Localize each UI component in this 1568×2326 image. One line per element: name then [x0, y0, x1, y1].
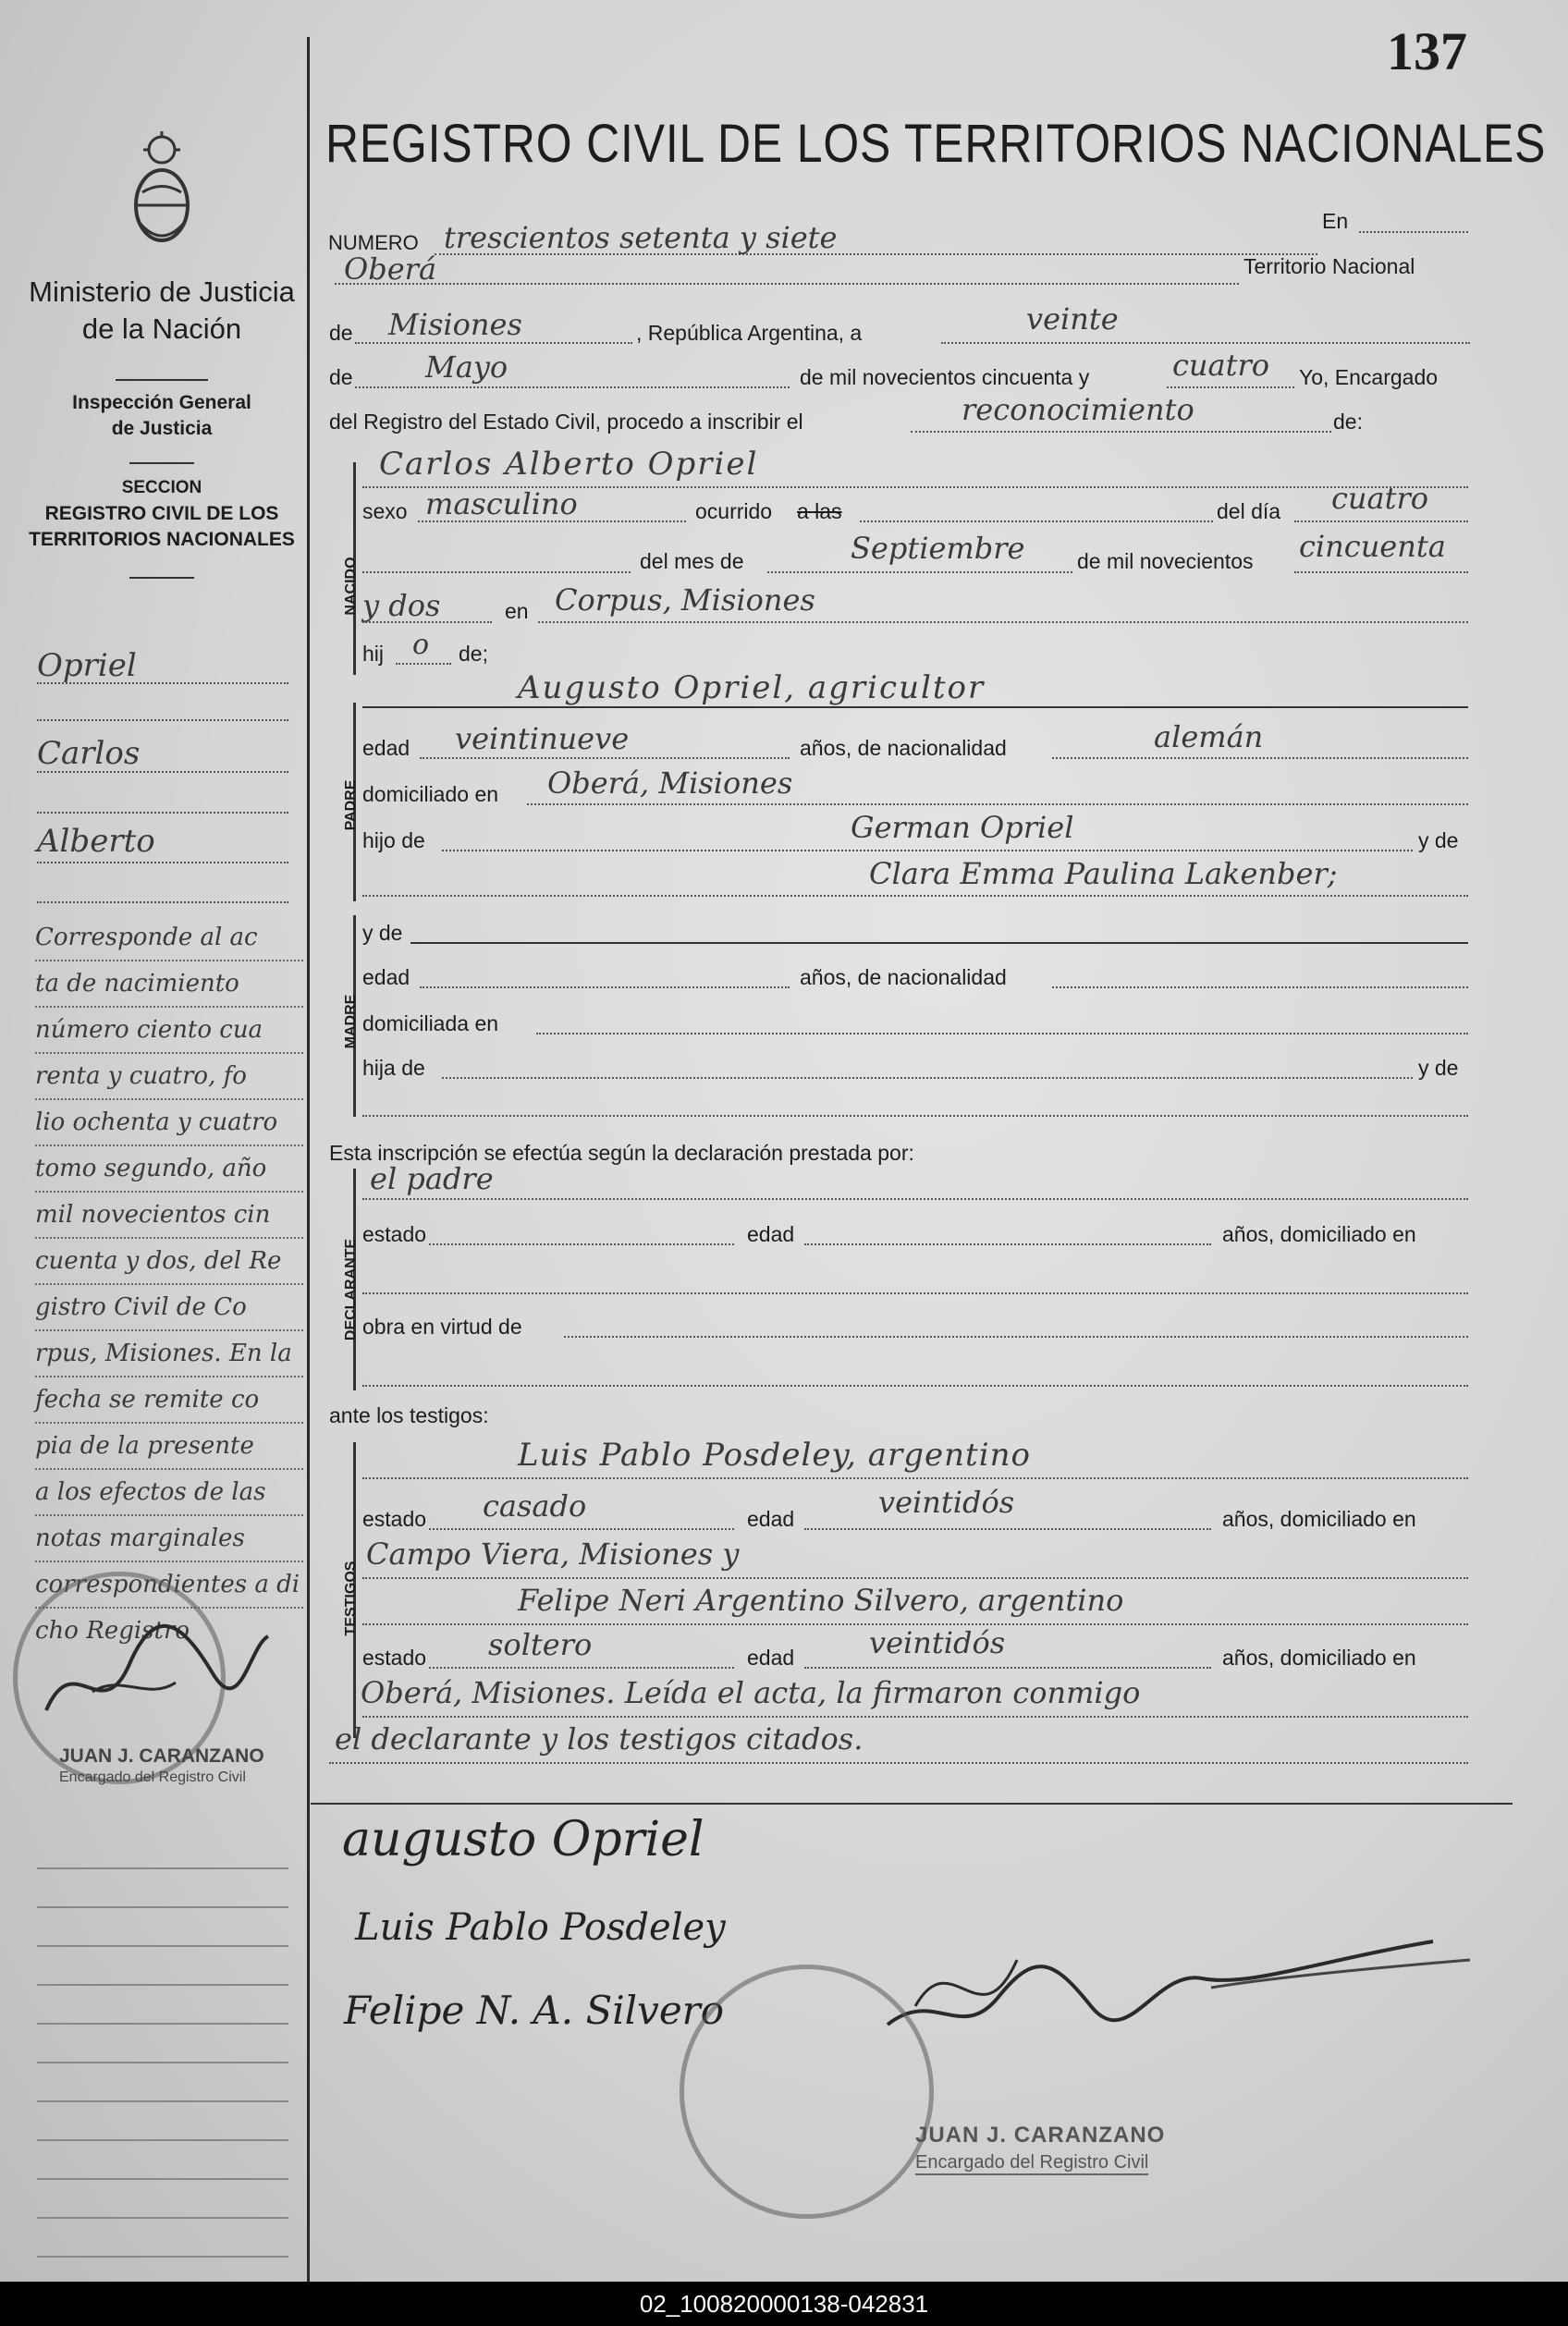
note-line: rpus, Misiones. En la	[35, 1331, 303, 1377]
t1-name-value: Luis Pablo Posdeley, argentino	[518, 1437, 1031, 1474]
inspection-heading	[28, 390, 296, 442]
registrar-signature	[878, 1904, 1479, 2071]
act-value: reconocimiento	[962, 392, 1194, 427]
hour-line	[860, 520, 1213, 522]
note-line: notas marginales	[35, 1516, 303, 1562]
margin-line	[37, 901, 288, 903]
hij-value: o	[412, 629, 430, 661]
madre-nac-label: años, de nacionalidad	[800, 965, 1007, 989]
marginal-note	[35, 915, 303, 1653]
lugar-value: Corpus, Misiones	[555, 582, 815, 618]
declarante-name-line	[362, 1198, 1468, 1200]
padre-nac-label: años, de nacionalidad	[800, 736, 1007, 760]
de-label-2: de	[329, 365, 353, 389]
t2-edad-line	[804, 1667, 1211, 1669]
margin-surname: Opriel	[37, 647, 137, 684]
padre-hijo-label: hijo de	[362, 828, 425, 852]
lugar-line	[538, 621, 1468, 623]
note-line: lio ochenta y cuatro	[35, 1100, 303, 1146]
madre-dom-label: domiciliada en	[362, 1011, 499, 1035]
obra-line	[564, 1336, 1468, 1338]
obra-label: obra en virtud de	[362, 1315, 522, 1339]
year-text: de mil novecientos cincuenta y	[800, 365, 1090, 389]
note-line: correspondientes a di	[35, 1562, 303, 1609]
hij-label: hij	[362, 642, 385, 666]
margin-line	[37, 771, 288, 773]
t1-edad-value: veintidós	[878, 1485, 1015, 1520]
mil-label: de mil novecientos	[1077, 549, 1254, 573]
madre-edad-line	[420, 986, 790, 988]
madre-extra-line	[362, 1115, 1468, 1117]
t1-anos-label: años, domiciliado en	[1222, 1507, 1416, 1531]
left-stamp-name: JUAN J. CARANZANO	[59, 1745, 264, 1767]
padre-nac-value: alemán	[1154, 719, 1264, 754]
numero-label: NUMERO	[328, 231, 419, 254]
year-line	[1167, 386, 1294, 388]
sexo-label: sexo	[362, 499, 408, 523]
yo-text: Yo, Encargado	[1299, 365, 1439, 389]
padre-name-line	[362, 706, 1468, 708]
ministry-heading	[28, 274, 296, 348]
padre-edad-label: edad	[362, 736, 410, 760]
en-label: En	[1322, 209, 1349, 233]
page-number: 137	[1387, 21, 1467, 81]
registro-text: del Registro del Estado Civil, procedo a inscribir el	[329, 410, 803, 434]
padre-dom-line	[527, 803, 1468, 805]
day-value: veinte	[1026, 301, 1119, 337]
en-line	[1359, 231, 1468, 233]
declarante-intro: Esta inscripción se efectúa según la declaración prestada por:	[329, 1141, 914, 1165]
madre-nac-line	[1052, 986, 1468, 988]
declarante-anos-label: años, domiciliado en	[1222, 1222, 1416, 1246]
margin-line	[37, 862, 288, 863]
dia-value: cuatro	[1331, 481, 1429, 516]
t1-estado-label: estado	[362, 1507, 427, 1531]
t2-edad-value: veintidós	[869, 1625, 1006, 1660]
ocurrido-label: ocurrido	[695, 499, 773, 523]
declarante-name-value: el padre	[370, 1161, 494, 1196]
madre-yde2-label: y de	[1418, 1056, 1459, 1080]
padre-dom-label: domiciliado en	[362, 782, 499, 806]
del-dia-label: del día	[1217, 499, 1281, 523]
note-line: cho Registro	[35, 1617, 190, 1645]
note-line: pia de la presente	[35, 1424, 303, 1470]
padre-hijo-value: German Opriel	[851, 810, 1074, 845]
anio-line	[1294, 571, 1468, 573]
declarante-edad-line	[804, 1243, 1211, 1245]
obra-line-2	[362, 1385, 1468, 1387]
madre-hija-line	[442, 1077, 1413, 1079]
t1-estado-value: casado	[483, 1488, 587, 1524]
del-mes-label: del mes de	[640, 549, 744, 573]
en-label-nacido: en	[505, 599, 529, 623]
left-stamp-role: Encargado del Registro Civil	[59, 1769, 246, 1785]
hij-de-label: de;	[459, 642, 488, 666]
testigos-intro: ante los testigos:	[329, 1403, 489, 1427]
padre-name-value: Augusto Opriel, agricultor	[518, 669, 986, 706]
registry-stamp-seal-bottom	[680, 1965, 934, 2219]
coat-of-arms-icon	[129, 129, 194, 250]
territorio-label: Territorio Nacional	[1243, 254, 1415, 278]
madre-yde-label: y de	[362, 921, 403, 945]
left-signature-scribble	[37, 1609, 277, 1738]
note-line: gistro Civil de Co	[35, 1285, 303, 1331]
t2-estado-line	[429, 1667, 734, 1669]
madre-dom-line	[536, 1033, 1468, 1034]
inspection-line1: Inspección General	[72, 392, 251, 413]
padre-nac-line	[1052, 757, 1468, 759]
margin-name2: Alberto	[37, 823, 155, 860]
declarante-section-label: DECLARANTE	[343, 1238, 359, 1341]
note-line: número ciento cua	[35, 1008, 303, 1054]
nacido-section-label: NACIDO	[343, 557, 359, 616]
anio2-line	[362, 621, 492, 623]
de2-label: de:	[1333, 410, 1363, 434]
signature-separator	[311, 1803, 1513, 1805]
year-value: cuatro	[1172, 348, 1270, 383]
madre-hija-label: hija de	[362, 1056, 425, 1080]
note-line: ta de nacimiento	[35, 961, 303, 1008]
note-line: mil novecientos cin	[35, 1193, 303, 1239]
declarante-estado-label: estado	[362, 1222, 427, 1246]
closing-line	[329, 1762, 1468, 1764]
province-value: Misiones	[388, 307, 522, 342]
section-rule	[129, 577, 194, 579]
nacido-blank-line	[362, 571, 631, 573]
sidebar-blank-lines	[37, 1830, 288, 2274]
padre-yde-label: y de	[1418, 828, 1459, 852]
margin-name1: Carlos	[37, 735, 141, 772]
t2-estado-label: estado	[362, 1646, 427, 1670]
testigos-section-label: TESTIGOS	[343, 1561, 359, 1636]
inspection-line2: de Justicia	[111, 418, 213, 439]
ministry-rule	[116, 379, 208, 381]
margin-line	[37, 812, 288, 814]
alas-label: a las	[797, 499, 842, 523]
note-line: a los efectos de las	[35, 1470, 303, 1516]
padre-edad-value: veintinueve	[455, 721, 630, 756]
dia-line	[1294, 520, 1468, 522]
province-line	[355, 342, 632, 344]
t1-dom-line	[362, 1577, 1468, 1579]
t2-name-value: Felipe Neri Argentino Silvero, argentino	[518, 1583, 1124, 1618]
inspection-rule	[129, 462, 194, 464]
numero-value: trescientos setenta y siete	[444, 220, 838, 255]
padre-edad-line	[420, 757, 790, 759]
mes-line	[767, 571, 1072, 573]
padre-madre-value: Clara Emma Paulina Lakenber;	[869, 856, 1338, 891]
declarante-estado-line	[429, 1243, 734, 1245]
sidebar-divider	[307, 37, 310, 2282]
t2-dom-value: Oberá, Misiones. Leída el acta, la firmaron conmigo	[361, 1675, 1141, 1710]
note-line: fecha se remite co	[35, 1377, 303, 1424]
t1-dom-value: Campo Viera, Misiones y	[366, 1536, 740, 1572]
padre-dom-value: Oberá, Misiones	[547, 765, 793, 801]
note-line: renta y cuatro, fo	[35, 1054, 303, 1100]
t1-name-line	[362, 1477, 1468, 1479]
margin-line	[37, 682, 288, 684]
ministry-line1: Ministerio de Justicia	[29, 275, 295, 308]
ministry-line2: de la Nación	[81, 312, 242, 345]
t2-dom-line	[362, 1716, 1468, 1718]
t1-edad-label: edad	[747, 1507, 795, 1531]
section-line2: TERRITORIOS NACIONALES	[29, 529, 295, 550]
document-id-footer: 02_100820000138-042831	[0, 2282, 1568, 2326]
padre-madre-line	[362, 895, 1468, 897]
note-line: cuenta y dos, del Re	[35, 1239, 303, 1285]
madre-section-label: MADRE	[343, 994, 359, 1049]
mes-value: Septiembre	[851, 531, 1025, 566]
sexo-value: masculino	[425, 486, 578, 521]
de-label: de	[329, 321, 353, 345]
hij-line	[396, 663, 451, 665]
t2-edad-label: edad	[747, 1646, 795, 1670]
declarante-dom-line	[362, 1292, 1468, 1294]
anio-value-2: y dos	[362, 588, 441, 623]
margin-line	[37, 719, 288, 721]
closing-value: el declarante y los testigos citados.	[335, 1721, 864, 1757]
place-line	[335, 283, 1239, 285]
section-label: SECCION	[121, 478, 202, 497]
t2-anos-label: años, domiciliado en	[1222, 1646, 1416, 1670]
t1-estado-line	[429, 1528, 734, 1530]
signature-witness-1: Luis Pablo Posdeley	[355, 1906, 726, 1949]
day-line	[941, 342, 1470, 344]
padre-hijo-line	[442, 850, 1413, 851]
stamp-name: JUAN J. CARANZANO	[915, 2123, 1166, 2148]
place-value: Oberá	[344, 251, 437, 287]
republica-label: , República Argentina, a	[636, 321, 863, 345]
madre-name-line	[410, 942, 1468, 944]
t1-edad-line	[804, 1528, 1211, 1530]
section-line1: REGISTRO CIVIL DE LOS	[44, 503, 279, 524]
t2-estado-value: soltero	[488, 1627, 593, 1662]
month-line	[355, 386, 790, 388]
madre-edad-label: edad	[362, 965, 410, 989]
month-value: Mayo	[425, 349, 508, 385]
act-line	[911, 431, 1331, 433]
anio-value: cincuenta	[1299, 529, 1446, 564]
declarante-edad-label: edad	[747, 1222, 795, 1246]
note-line: tomo segundo, año	[35, 1146, 303, 1193]
section-heading	[28, 475, 296, 553]
stamp-role: Encargado del Registro Civil	[915, 2152, 1148, 2175]
nacido-name-value: Carlos Alberto Opriel	[379, 446, 759, 483]
note-line: Corresponde al ac	[35, 915, 303, 961]
padre-section-label: PADRE	[343, 779, 359, 831]
form-title: REGISTRO CIVIL DE LOS TERRITORIOS NACIONALES	[325, 114, 1547, 174]
signature-father: augusto Opriel	[342, 1812, 704, 1867]
signature-witness-2: Felipe N. A. Silvero	[344, 1988, 725, 2033]
